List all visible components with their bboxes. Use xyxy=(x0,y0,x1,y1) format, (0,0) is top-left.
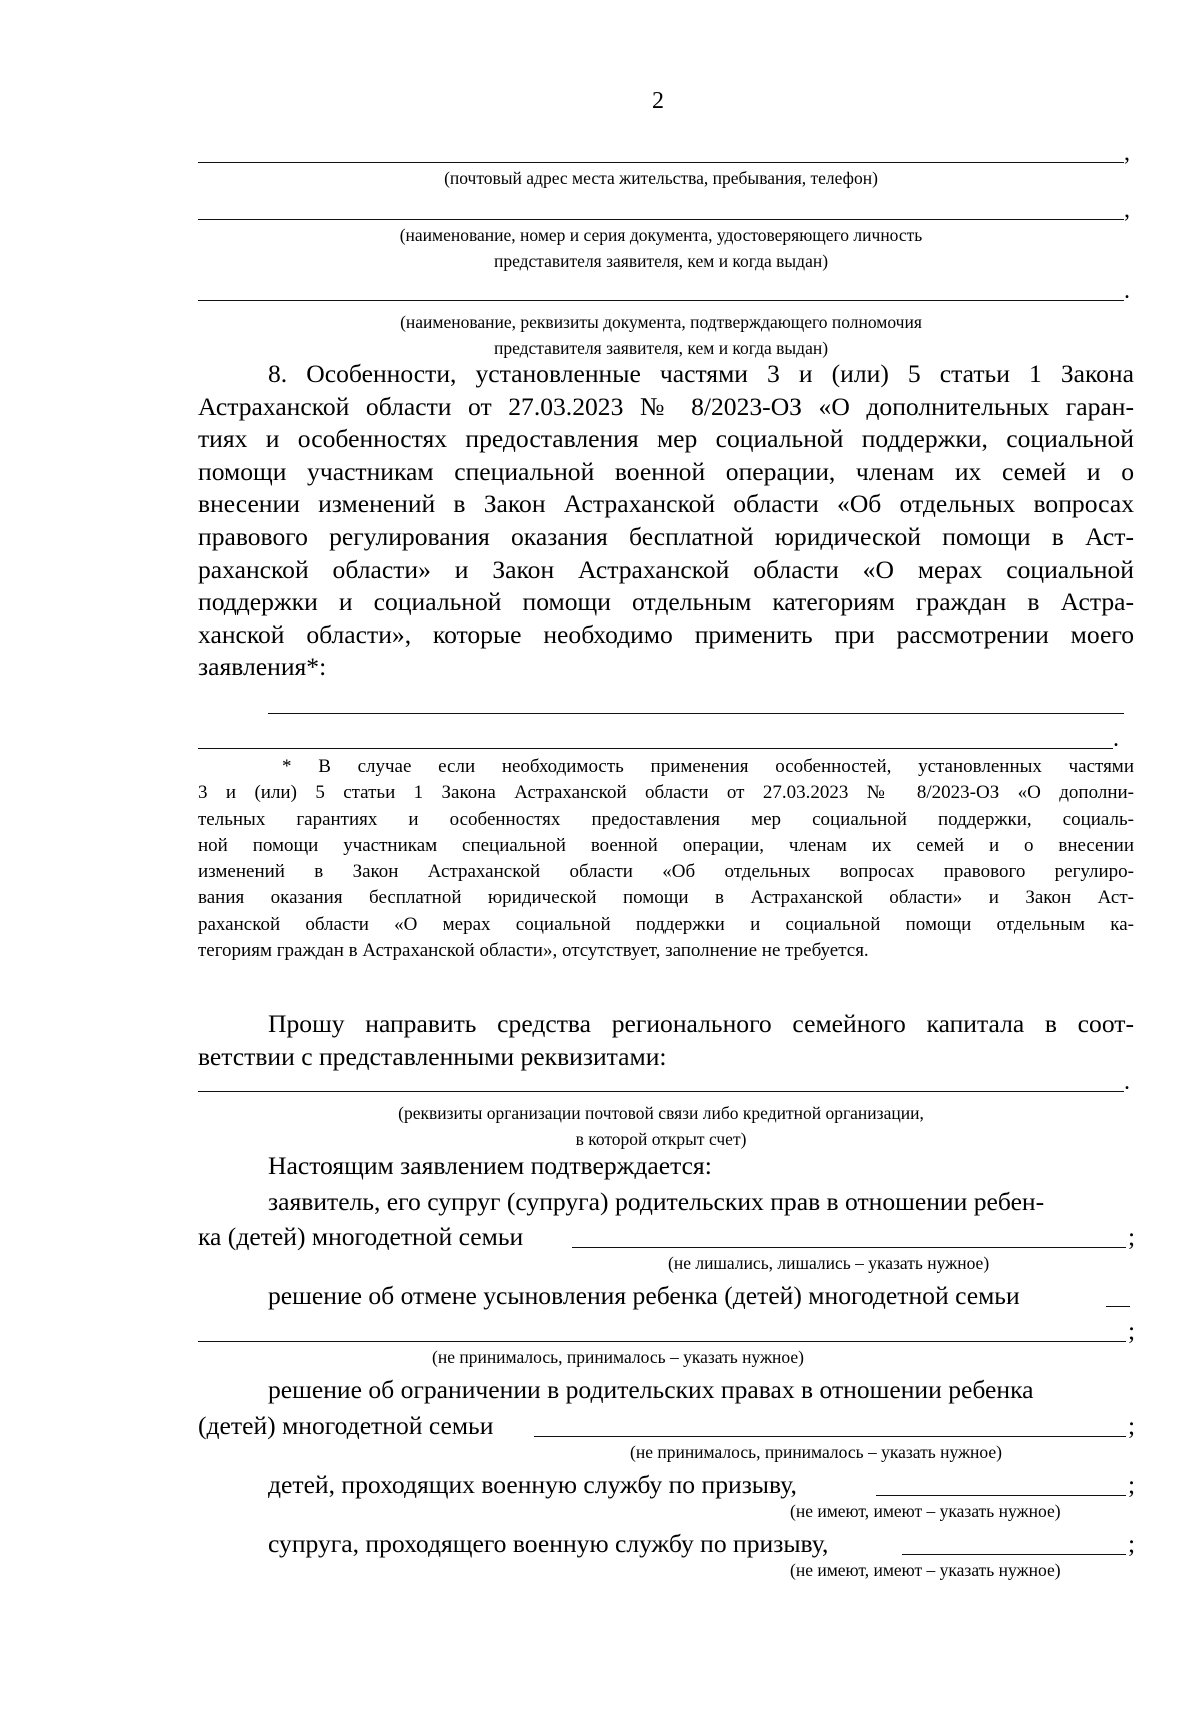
confirm-item-2-semicolon: ; xyxy=(1128,1316,1136,1345)
rep-authority-line xyxy=(198,300,1124,301)
footnote-line: вания оказания бесплатной юридической помощи в Астраханской области» и Закон Аст- xyxy=(198,887,1134,909)
section-8-line: тиях и особенностях предоставления мер социальной поддержки, социальной xyxy=(198,424,1134,454)
footnote-line: тельных гарантиях и особенностях предоставления мер социальной поддержки, социаль- xyxy=(198,808,1134,830)
caption-rep-authority-2: представителя заявителя, кем и когда выдан) xyxy=(493,338,829,358)
caption-postal-address: (почтовый адрес места жительства, пребывания, телефон) xyxy=(444,168,878,188)
caption-rep-identity-1: (наименование, номер и серия документа, удостоверяющего личность xyxy=(399,225,923,245)
rep-identity-line xyxy=(198,219,1124,220)
section-8-line: 8. Особенности, установленные частями 3 и (или) 5 статьи 1 Закона xyxy=(268,359,1134,388)
section-8-paragraph xyxy=(198,358,1134,684)
section-8-line: правового регулирования оказания бесплатной юридической помощи в Аст- xyxy=(198,521,1134,551)
confirm-item-1-answer-line xyxy=(572,1247,1126,1248)
footnote-line: * В случае если необходимость применения особенностей, установленных частями xyxy=(282,756,1134,777)
section-8-line: раханской области» и Закон Астраханской области «О мерах социальной xyxy=(198,554,1134,584)
confirm-item-2-answer-line xyxy=(198,1341,1126,1342)
footnote-line: тегориям граждан в Астраханской области», отсутствует, заполнение не требуется. xyxy=(198,940,869,962)
rep-authority-period: . xyxy=(1124,278,1130,304)
confirm-item-1-line-1: заявитель, его супруг (супруга) родительских прав в отношении ребен- xyxy=(268,1187,1045,1216)
confirm-item-5-hint: (не имеют, имеют – указать нужное) xyxy=(790,1560,1061,1580)
page-number: 2 xyxy=(652,88,664,114)
section-8-line: помощи участникам специальной военной операции, членам их семей и о xyxy=(198,456,1134,486)
confirm-item-3-semicolon: ; xyxy=(1128,1411,1136,1440)
confirm-item-1-line-2: ка (детей) многодетной семьи xyxy=(198,1222,524,1251)
section-8-period: . xyxy=(1113,726,1119,752)
confirm-item-5-semicolon: ; xyxy=(1128,1529,1136,1558)
confirm-intro: Настоящим заявлением подтверждается: xyxy=(268,1151,712,1180)
section-8-line: внесении изменений в Закон Астраханской области «Об отдельных вопросах xyxy=(198,489,1134,519)
confirm-item-4-line-1: детей, проходящих военную службу по призыву, xyxy=(268,1470,797,1499)
postal-address-line xyxy=(198,162,1124,163)
request-line: Прошу направить средства регионального семейного капитала в соот- xyxy=(268,1009,1134,1038)
section-8-line: Астраханской области от 27.03.2023 № 8/2023-ОЗ «О дополнительных гаран- xyxy=(198,391,1134,421)
confirm-item-2-line-1: решение об отмене усыновления ребенка (детей) многодетной семьи xyxy=(268,1281,1020,1310)
footnote-line: ной помощи участникам специальной военной операции, членам их семей и о внесении xyxy=(198,834,1134,856)
confirm-item-5-line-1: супруга, проходящего военную службу по призыву, xyxy=(268,1529,829,1558)
confirm-item-2-hint: (не принималось, принималось – указать нужное) xyxy=(432,1347,804,1367)
bank-details-period: . xyxy=(1124,1069,1130,1095)
confirm-item-1-hint: (не лишались, лишались – указать нужное) xyxy=(668,1253,990,1273)
caption-rep-authority-1: (наименование, реквизиты документа, подтверждающего полномочия xyxy=(400,312,922,332)
confirm-item-4-hint: (не имеют, имеют – указать нужное) xyxy=(790,1501,1061,1521)
confirm-item-3-line-2: (детей) многодетной семьи xyxy=(198,1411,494,1440)
confirm-item-4-answer-line xyxy=(876,1495,1126,1496)
footnote xyxy=(198,754,1134,964)
rep-identity-comma: , xyxy=(1124,197,1130,223)
section-8-answer-line-2 xyxy=(198,748,1113,749)
confirm-item-5-answer-line xyxy=(902,1554,1126,1555)
section-8-line: ханской области», которые необходимо применить при рассмотрении моего xyxy=(198,619,1134,649)
confirm-item-3-answer-line xyxy=(534,1436,1126,1437)
request-line: ветствии с представленными реквизитами: xyxy=(198,1041,667,1071)
confirm-item-4-semicolon: ; xyxy=(1128,1470,1136,1499)
confirm-item-2-answer-line-start xyxy=(1106,1306,1130,1307)
request-paragraph xyxy=(198,1008,1134,1073)
confirm-item-1-semicolon: ; xyxy=(1128,1222,1136,1251)
confirm-item-3-line-1: решение об ограничении в родительских правах в отношении ребенка xyxy=(268,1375,1034,1404)
footnote-line: раханской области «О мерах социальной поддержки и социальной помощи отдельным ка- xyxy=(198,913,1134,935)
caption-bank-details-2: в которой открыт счет) xyxy=(575,1129,747,1149)
section-8-line: поддержки и социальной помощи отдельным категориям граждан в Астра- xyxy=(198,587,1134,617)
section-8-answer-line-1 xyxy=(268,713,1124,714)
caption-rep-identity-2: представителя заявителя, кем и когда выдан) xyxy=(493,251,829,271)
footnote-line: изменений в Закон Астраханской области «Об отдельных вопросах правового регулиро- xyxy=(198,861,1134,883)
section-8-line: заявления*: xyxy=(198,652,327,682)
postal-address-comma: , xyxy=(1124,140,1130,166)
bank-details-line xyxy=(198,1091,1124,1092)
caption-bank-details-1: (реквизиты организации почтовой связи либо кредитной организации, xyxy=(398,1103,924,1123)
footnote-line: 3 и (или) 5 статьи 1 Закона Астраханской области от 27.03.2023 № 8/2023-ОЗ «О дополни- xyxy=(198,782,1134,804)
confirm-item-3-hint: (не принималось, принималось – указать нужное) xyxy=(630,1442,1002,1462)
